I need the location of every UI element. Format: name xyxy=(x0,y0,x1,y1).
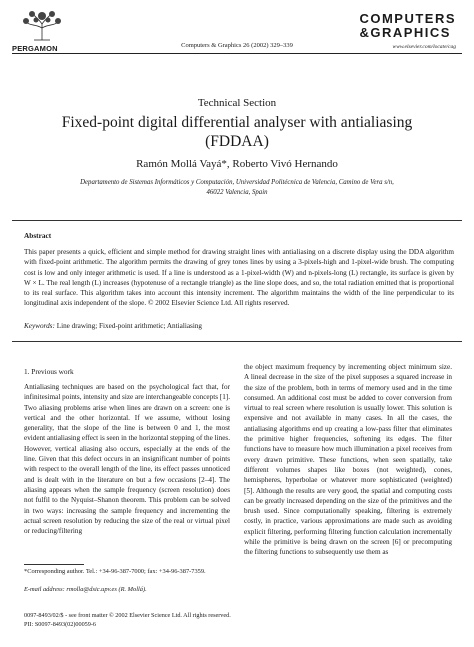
body-right-column: the object maximum frequency by incrementing object minimum size. A lineal decrease in the size of the pixel supposes a squared increase in the size of the problem, both in terms of memory used and in the time consumed. An additional cost must be added to cover conversion from virtual to real screen where resolution is usually lower. This solution is expensive and not available in many cases. In all the cases, the antialiasing algorithms end up creating a low-pass filter that eliminates the primitive higher frequencies, softening its edges. The filter functions have to measure how much illumination a pixel receives from every drawn primitive. These functions, when seen spatially, take different volumes shapes like boxes (not weighted), cones, hemispheres, hyperbolae or whatever more sophisticated (weighted) [5]. Although the results are very good, the spatial and computing costs can be greatly increased depending on the size of the primitives and the brush used. Since computationally speaking, filtering is extremely costly, in practice, various approximations are made such as avoiding explicit filtering, performing filtering function calculation incrementally while the primitive is being drawn on the screen [6] or precomputing the filtering functions to subsequently use them as xyxy=(244,363,452,557)
keywords-label: Keywords: xyxy=(24,322,55,330)
imprint-line1: 0097-8493/02/$ - see front matter © 2002 Elsevier Science Ltd. All rights reserved. xyxy=(24,612,231,619)
affiliation xyxy=(40,178,434,198)
article-title-line2: (FDDAA) xyxy=(205,133,269,150)
footnote-rule xyxy=(24,564,84,565)
article-title-line1: Fixed-point digital differential analyser with antialiasing xyxy=(61,114,413,131)
abstract-top-rule xyxy=(12,220,462,221)
publisher-logo xyxy=(16,10,68,42)
journal-wordmark xyxy=(359,12,456,40)
journal-reference: Computers & Graphics 26 (2002) 329–339 xyxy=(181,42,293,49)
footnote-email[interactable]: E-mail address: rmolla@dsic.upv.es (R. Mollá). xyxy=(24,586,147,593)
keywords xyxy=(24,322,202,330)
journal-wordmark-line2: &GRAPHICS xyxy=(359,25,451,40)
journal-wordmark-line1: COMPUTERS xyxy=(359,11,456,26)
imprint-pii: PII: S0097-8493(02)00059-6 xyxy=(24,621,97,628)
affiliation-line2: 46022 Valencia, Spain xyxy=(206,189,268,196)
header-rule xyxy=(12,53,462,54)
journal-url[interactable]: www.elsevier.com/locate/cag xyxy=(392,44,456,50)
affiliation-line1: Departamento de Sistemas Informáticos y Computación, Universidad Politécnica de Valencia, Camino de Vera s/n, xyxy=(80,179,394,186)
publisher-name: PERGAMON xyxy=(12,44,58,53)
section-heading: 1. Previous work xyxy=(24,367,74,376)
abstract-text: This paper presents a quick, efficient and simple method for drawing straight lines with antialiasing on a discrete display using the DDA algorithm with fixed-point arithmetic. The algorithm permits the drawing of grey tones lines by using a 3-pixels-high and 1-pixel-wide brush. The computing cost is low and only integer arithmetic is used. If a line is understood as a 1-pixel-width (W) and n-pixels-long (L) rectangle, its surface is given by W × L. The real length (L) increases (hypotenuse of a rectangle triangle) as the line slope does, and so, the total radiation emitted that is proportional to its real surface. This algorithm takes into account this intensity increment. The algorithm maintains the width of the line perpendicular to its longitudinal axis independent of the slope. © 2002 Elsevier Science Ltd. All rights reserved. xyxy=(24,248,454,308)
keywords-list: Line drawing; Fixed-point arithmetic; Antialiasing xyxy=(56,322,203,330)
abstract-heading: Abstract xyxy=(24,231,52,240)
section-label: Technical Section xyxy=(197,97,277,109)
body-left-column: Antialiasing techniques are based on the psychological fact that, for infinitesimal points, intensity and size are interchangeable concepts [1]. Two aliasing problems arise when lines are drawn on a screen: one is vertical and the other horizontal. If we assume, without losing generality, that the slope of the line is between 0 and 1, the most evident antialiasing effect is seen in the horizontal stepping of the lines. However, vertical aliasing also occurs, especially at the ends of the line. Given that this defect occurs in an insignificant number of points with respect to the overall length of the line, its effect passes unnoticed and is dealt with in the literature on but a few occasions [2–4]. The aliasing appears when the sample frequency (screen resolution) does not fulfil to the Nyquist–Shanon theorem. This problem can be solved in two ways: increasing the sample frequency and incrementing the actual screen resolution by reducing the size of the real or virtual pixel or reducing/filtering xyxy=(24,383,230,536)
footnote-corresponding: *Corresponding author. Tel.: +34-96-387-7000; fax: +34-96-387-7359. xyxy=(24,568,206,575)
authors: Ramón Mollá Vayá*, Roberto Vivó Hernando xyxy=(136,158,338,170)
abstract-bottom-rule xyxy=(12,341,462,342)
article-title xyxy=(20,113,454,151)
